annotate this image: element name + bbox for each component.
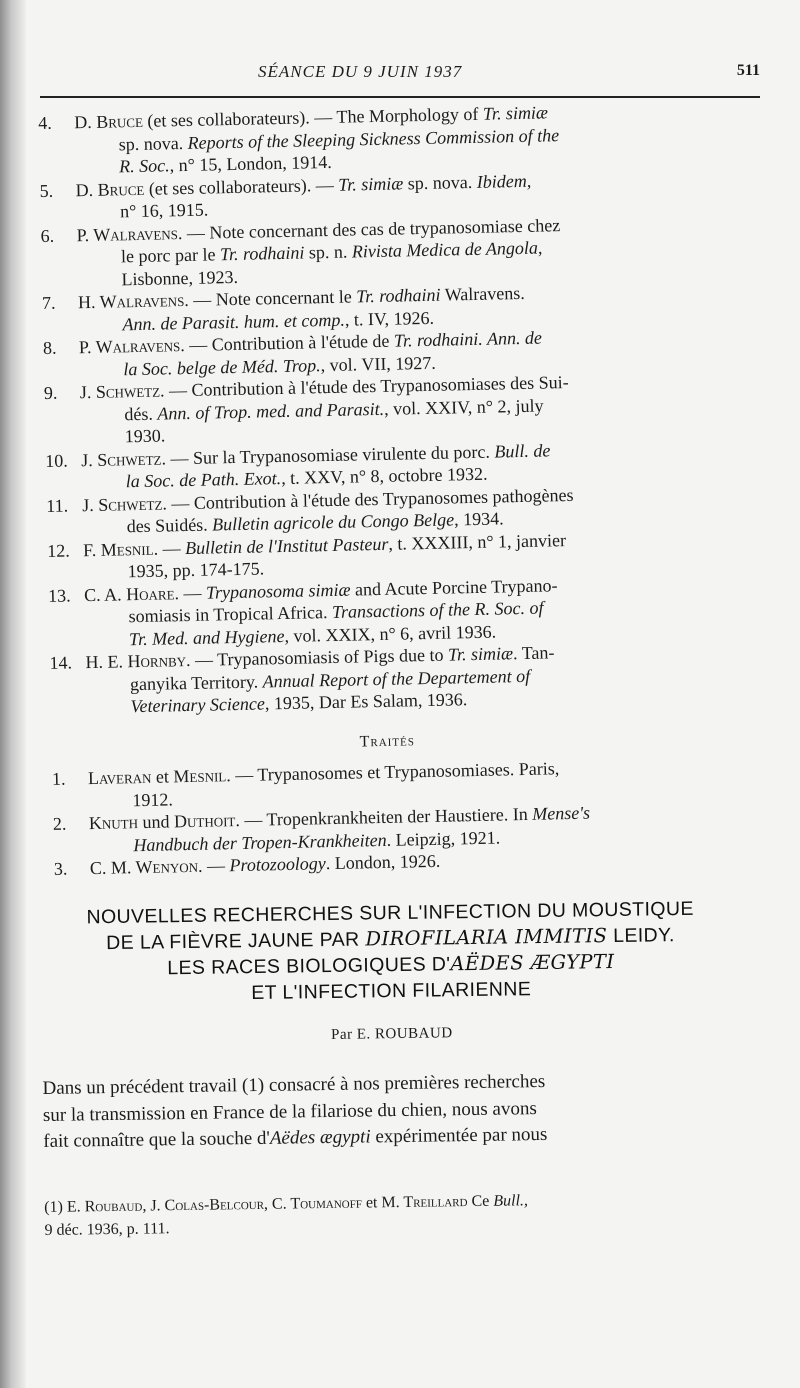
article	[40, 895, 745, 1241]
reference-text: Mense's	[532, 802, 591, 824]
reference-number: 3.	[53, 858, 68, 879]
reference-text: Tr. rodhaini	[219, 242, 305, 265]
book-gutter	[0, 0, 26, 1388]
reference-author: H. Walravens	[77, 290, 185, 313]
reference-author: J. Schwetz	[81, 448, 162, 470]
reference-text: Handbuch der Tropen-Krankheiten	[133, 829, 387, 855]
reference-text: . — Contribution à l'étude de	[180, 330, 395, 356]
reference-text: Tr. simiæ	[337, 172, 404, 195]
reference-text: la Soc. belge de Méd. Trop.	[123, 354, 321, 379]
reference-text: et	[151, 766, 174, 787]
reference-author: Knuth	[88, 812, 139, 834]
reference-author: D. Bruce	[75, 178, 145, 200]
reference-text: dés.	[124, 403, 158, 424]
reference-text: n° 16, 1915.	[119, 199, 209, 222]
reference-text: Tr. simiæ	[447, 643, 514, 665]
reference-text: Ann. of Trop. med. and Parasit.	[157, 398, 385, 424]
article-title-line: LES RACES BIOLOGIQUES D'AËDES ÆGYPTI	[167, 949, 615, 980]
reference-text: le porc par le	[120, 244, 221, 267]
reference-text: ganyika Territory.	[129, 670, 263, 694]
reference-text: , vol. XXIV, n° 2, july	[383, 395, 544, 419]
page-number: 511	[736, 62, 760, 79]
reference-text: . —	[197, 855, 230, 876]
reference-text: sp. nova.	[118, 132, 188, 154]
reference-text: Walravens.	[440, 282, 525, 305]
reference-text: Tr. Med. and Hygiene	[128, 625, 285, 649]
reference-number: 6.	[40, 225, 55, 246]
reference-text: Tr. rodhaini	[355, 284, 441, 307]
running-head-title: SÉANCE DU 9 JUIN 1937	[258, 62, 463, 81]
reference-text: . — Tropenkrankheiten der Haustiere. In	[235, 803, 533, 831]
species-name: Aëdes ægypti	[269, 1126, 371, 1149]
reference-author: Mesnil	[173, 765, 227, 787]
species-name: AËDES ÆGYPTI	[450, 949, 615, 976]
reference-text: Ann. de Parasit. hum. et comp.	[122, 309, 346, 334]
reference-text: . —	[174, 582, 207, 603]
article-title-line: DE LA FIÈVRE JAUNE PAR DIROFILARIA IMMITIS LEIDY.	[106, 924, 675, 955]
reference-text: , vol. VII, 1927.	[320, 352, 437, 375]
reference-text: Protozoology	[229, 853, 327, 876]
reference-text: Bulletin de l'Institut Pasteur	[184, 533, 389, 558]
reference-text: . — Note concernant le	[184, 286, 357, 311]
reference-text: , n° 15, London, 1914.	[169, 151, 333, 176]
section-heading: Traités	[359, 731, 416, 750]
reference-text: und	[137, 811, 175, 833]
reference-author: P. Walravens	[76, 222, 179, 245]
reference-text: R. Soc.	[118, 155, 170, 177]
byline: Par E. ROUBAUD	[330, 1025, 453, 1043]
reference-text: Tr. rodhaini. Ann. de	[393, 327, 543, 351]
reference-text: Bull. de	[494, 439, 551, 462]
reference-text: . — Note concernant des cas de trypanosomiase chez	[177, 214, 561, 243]
running-head	[40, 62, 760, 86]
reference-text: , vol. XXIX, n° 6, avril 1936.	[284, 621, 497, 646]
footnote: (1) E. Roubaud, J. Colas-Belcour, C. Toumanoff et M. Treillard Ce Bull., 9 déc. 1936, p. 111.	[44, 1191, 529, 1239]
reference-text: and Acute Porcine Trypano-	[350, 574, 558, 600]
reference-text: . Leipzig, 1921.	[386, 827, 501, 850]
reference-text: Veterinary Science	[130, 693, 266, 717]
reference-text: Reports of the Sleeping Sickness Commission of the	[187, 124, 560, 153]
reference-text: Tr. simiæ	[482, 102, 549, 124]
reference-number: 11.	[46, 495, 69, 516]
reference-text: (et ses collaborateurs). —	[144, 174, 339, 199]
reference-text: Annual Report of the Departement of	[262, 665, 531, 691]
reference-number: 1.	[51, 768, 66, 789]
reference-number: 5.	[39, 180, 54, 201]
reference-text: 1935, pp. 174-175.	[127, 558, 265, 582]
reference-number: 8.	[42, 337, 57, 358]
reference-author: C. M. Wenyon	[89, 855, 199, 879]
reference-text: , t. IV, 1926.	[344, 307, 435, 330]
reference-number: 12.	[46, 539, 70, 561]
reference-text: , t. XXV, n° 8, octobre 1932.	[280, 463, 488, 489]
reference-number: 7.	[41, 292, 56, 313]
reference-text: 1930.	[124, 425, 166, 447]
reference-author: J. Schwetz	[82, 493, 163, 515]
article-title-line: ET L'INFECTION FILARIENNE	[251, 978, 532, 1005]
reference-text: , 1935, Dar Es Salam, 1936.	[264, 689, 468, 714]
reference-author: Duthoit	[173, 810, 236, 832]
reference-list	[40, 98, 724, 880]
header-rule	[40, 96, 760, 98]
page	[40, 0, 780, 1388]
reference-text: sp. nova.	[403, 171, 477, 193]
reference-text: , t. XXXIII, n° 1, janvier	[388, 529, 567, 554]
body-paragraph: Dans un précédent travail (1) consacré à nos premières recherches sur la transmission en France de la filariose du chien, nous avons fait connaître que la souche d'Aëdes ægypti expérimentée par nous	[42, 1070, 548, 1152]
reference-text: Ibidem,	[476, 170, 532, 192]
reference-author: Laveran	[87, 766, 152, 789]
reference-text: sp. n.	[304, 241, 353, 263]
article-title-line: NOUVELLES RECHERCHES SUR L'INFECTION DU MOUSTIQUE	[86, 897, 694, 929]
reference-text: Bulletin agricole du Congo Belge	[211, 509, 455, 535]
reference-item	[51, 638, 720, 719]
reference-number: 4.	[38, 112, 52, 134]
reference-text: . — Trypanosomiasis of Pigs due to	[185, 644, 449, 671]
reference-text: . —	[153, 537, 186, 559]
reference-text: (et ses collaborateurs). — The Morphology of	[142, 103, 484, 131]
reference-text: . — Contribution à l'étude des Trypanosomiases des Sui-	[159, 371, 569, 401]
reference-text: 1912.	[132, 788, 174, 810]
reference-text: la Soc. de Path. Exot.	[125, 468, 282, 492]
reference-author: F. Mesnil	[82, 538, 154, 560]
reference-number: 14.	[49, 652, 73, 673]
reference-text: . — Contribution à l'étude des Trypanosomes pathogènes	[162, 484, 574, 514]
reference-text: Transactions of the R. Soc. of	[331, 597, 544, 622]
reference-author: H. E. Hornby	[85, 650, 187, 673]
reference-text: . — Sur la Trypanosomiase virulente du porc.	[161, 441, 495, 469]
reference-number: 9.	[43, 382, 58, 403]
reference-author: C. A. Hoare	[83, 582, 175, 605]
reference-number: 10.	[45, 449, 69, 471]
reference-text: . — Trypanosomes et Trypanosomiases. Paris,	[226, 758, 560, 786]
reference-author: D. Bruce	[74, 110, 144, 133]
reference-text: Trypanosoma simiæ	[205, 579, 351, 603]
reference-text: des Suidés.	[126, 514, 213, 537]
article-title	[40, 895, 741, 1009]
reference-text: somiasis in Tropical Africa.	[128, 601, 333, 627]
reference-text: Lisbonne, 1923.	[121, 266, 239, 289]
reference-number: 2.	[52, 813, 67, 834]
reference-text: . Tan-	[512, 642, 555, 664]
reference-text: , 1934.	[453, 508, 504, 530]
species-name: DIROFILARIA IMMITIS	[365, 924, 608, 951]
reference-text: Rivista Medica de Angola,	[351, 237, 543, 262]
reference-number: 13.	[47, 584, 71, 606]
reference-author: J. Schwetz	[79, 380, 161, 403]
reference-author: P. Walravens	[78, 335, 181, 358]
reference-text: . London, 1926.	[325, 850, 441, 874]
